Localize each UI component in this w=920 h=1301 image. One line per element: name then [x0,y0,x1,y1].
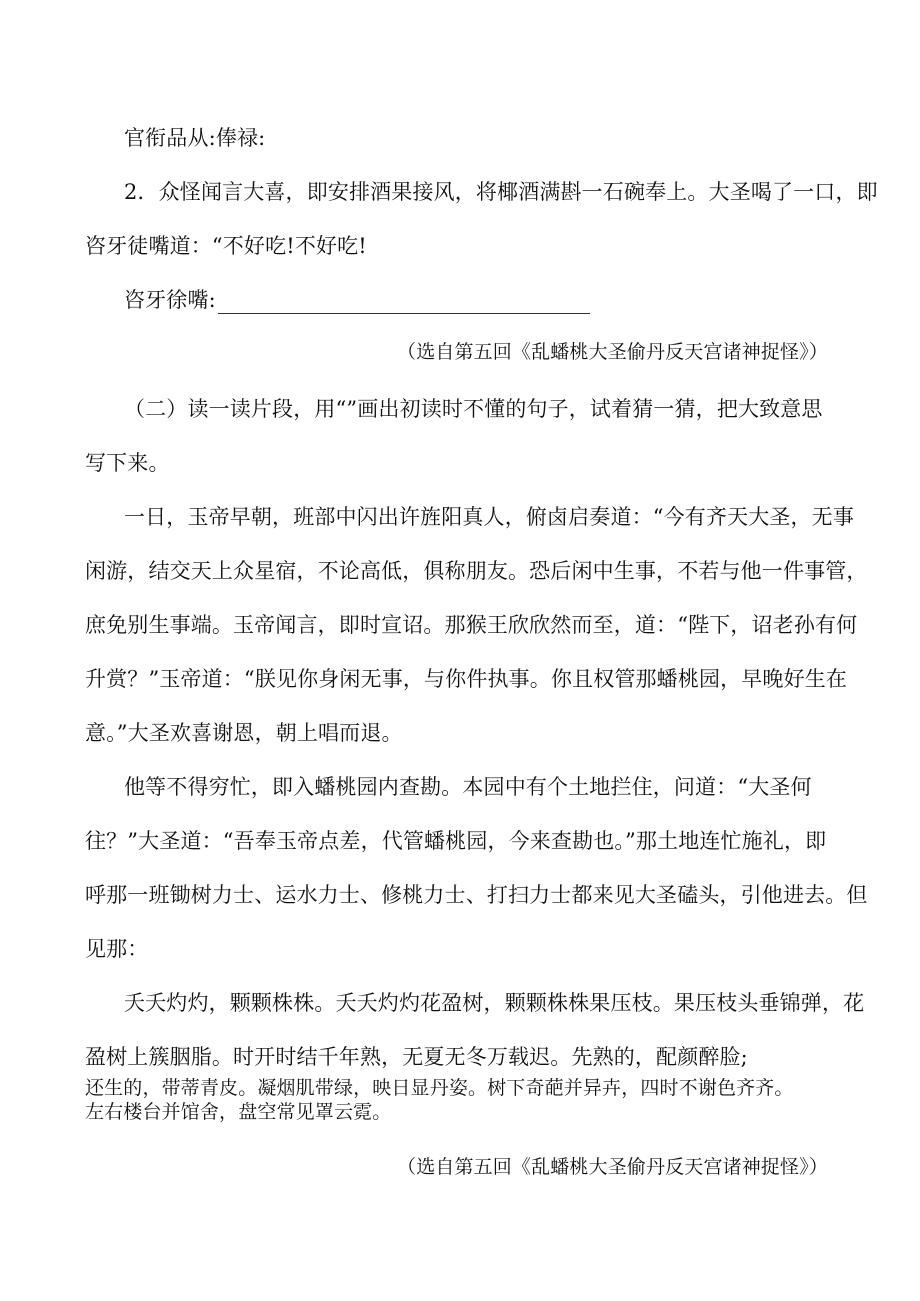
paragraph-2-line: 往？”大圣道：“吾奉玉帝点差，代管蟠桃园，今来查勘也。”那土地连忙施礼，即 [85,829,827,853]
answer-blank-line[interactable] [218,293,590,314]
answer-label-rank-salary: 官衔品从:俸禄: [124,126,266,150]
paragraph-2-line: 见那： [85,937,149,961]
poem-line: 左右楼台并馆舍，盘空常见罩云霓。 [85,1101,392,1123]
paragraph-1-line: 闲游，结交天上众星宿，不论高低，俱称朋友。恐后闲中生事，不若与他一件事管， [85,559,868,583]
paragraph-1-line: 一日，玉帝早朝，班部中闪出许旌阳真人，俯卤启奏道：“今有齐天大圣，无事 [124,505,854,529]
answer-row-ziyatuzui [124,286,590,314]
poem-line: 夭夭灼灼，颗颗株株。夭夭灼灼花盈树，颗颗株株果压枝。果压枝头垂锦弹，花 [124,991,865,1015]
paragraph-2-line: 他等不得穷忙，即入蟠桃园内查勘。本园中有个土地拦住，问道：“大圣何 [124,775,812,799]
paragraph-1-line: 庶免别生事端。玉帝闻言，即时宣诏。那猴王欣欣然而至，道：“陛下，诏老孙有何 [85,613,858,637]
poem-line: 还生的，带蒂青皮。凝烟肌带绿，映日显丹姿。树下奇葩并异卉，四时不谢色齐齐。 [85,1077,794,1099]
paragraph-1-line: 升赏？”玉帝道：“朕见你身闲无事，与你件执事。你且权管那蟠桃园，早晚好生在 [85,667,848,691]
paragraph-2-line: 呼那一班锄树力士、运水力士、修桃力士、打扫力士都来见大圣磕头，引他进去。但 [85,883,868,907]
source-citation-1: （选自第五回《乱蟠桃大圣偷丹反天宫诸神捉怪》） [397,341,828,363]
paragraph-1-line: 意。”大圣欢喜谢恩，朝上唱而退。 [85,721,403,745]
poem-line: 盈树上簇胭脂。时开时结千年熟，无夏无冬万载迟。先熟的，配颜醉脸; [85,1045,748,1069]
item-2-line-2: 咨牙徒嘴道：“不好吃!不好吃! [85,234,367,258]
item-2-line-1: 2．众怪闻言大喜，即安排酒果接风，将椰酒满斟一石碗奉上。大圣喝了一口，即 [124,180,878,204]
answer-label-ziyatuzui: 咨牙徐嘴: [124,288,216,312]
section-2-instruction-line-1: （二）读一读片段，用“”画出初读时不懂的句子，试着猜一猜，把大致意思 [124,397,823,421]
source-citation-2: （选自第五回《乱蟠桃大圣偷丹反天宫诸神捉怪》） [397,1156,828,1178]
section-2-instruction-line-2: 写下来。 [85,451,170,475]
